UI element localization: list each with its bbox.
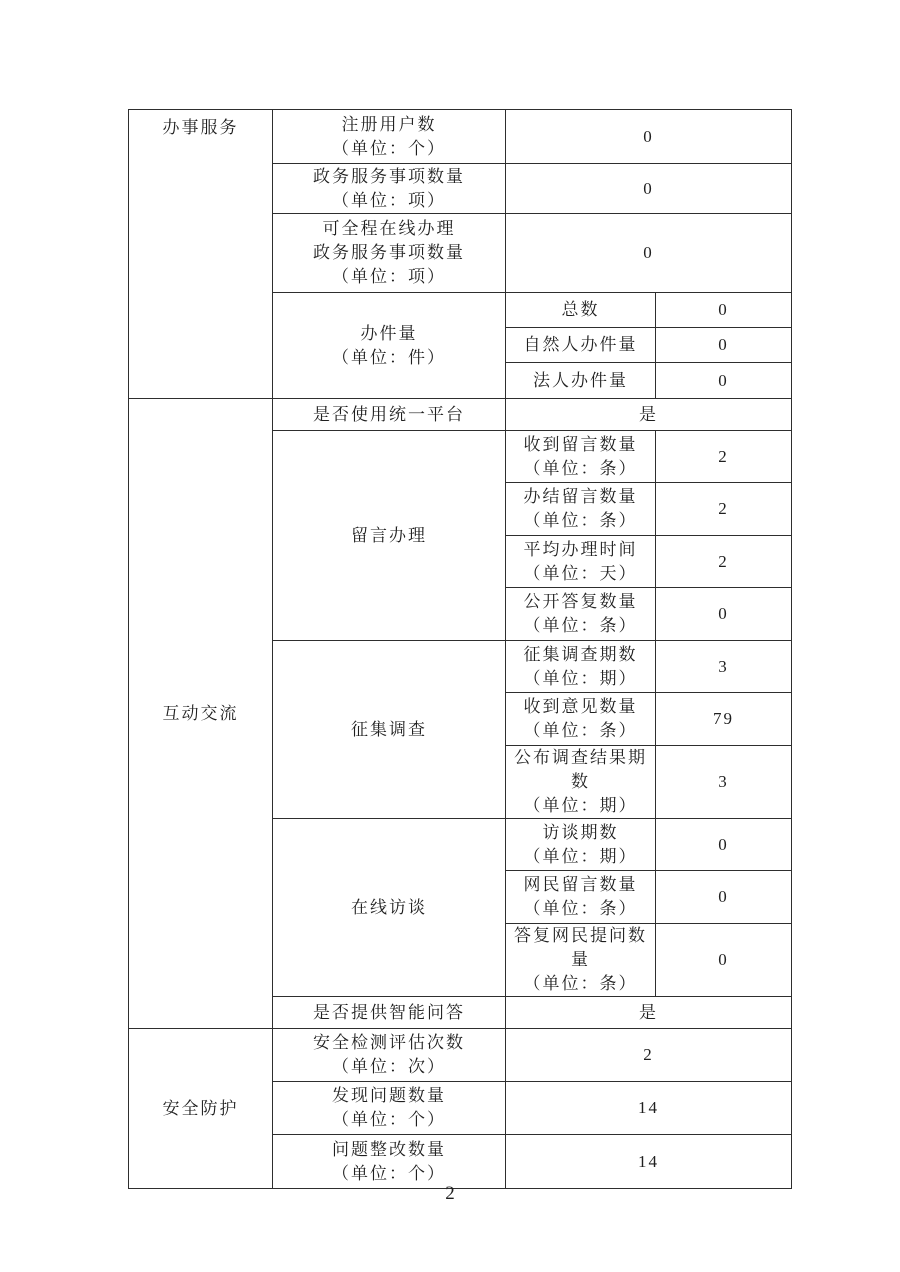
- sub-item-label: 答复网民提问数量: [514, 926, 647, 969]
- unit-label: （单位：期）: [523, 668, 638, 688]
- page-number: 2: [445, 1183, 455, 1204]
- item-label: 安全检测评估次数: [313, 1033, 465, 1052]
- item-cell: [273, 431, 506, 641]
- value-cell: [506, 997, 792, 1029]
- category-cell: [129, 1029, 273, 1189]
- unit-label: （单位：个）: [332, 1163, 446, 1183]
- value-text: 3: [718, 656, 729, 676]
- sub-item-label: 征集调查期数: [523, 644, 638, 664]
- sub-item-cell: [506, 328, 656, 363]
- sub-item-cell: [506, 746, 656, 819]
- unit-label: （单位：期）: [523, 796, 638, 815]
- unit-label: （单位：次）: [332, 1057, 446, 1076]
- sub-value-cell: [656, 363, 792, 399]
- value-text: 0: [643, 126, 654, 146]
- sub-item-label: 网民留言数量: [523, 875, 638, 894]
- sub-item-cell: [506, 363, 656, 399]
- value-text: 0: [718, 834, 729, 854]
- sub-item-cell: [506, 641, 656, 693]
- sub-value-cell: [656, 483, 792, 536]
- sub-item-cell: [506, 431, 656, 483]
- item-cell: [273, 110, 506, 164]
- value-cell: [506, 164, 792, 214]
- item-cell: [273, 819, 506, 997]
- unit-label: （单位：条）: [523, 974, 638, 993]
- sub-item-label: 总数: [561, 300, 600, 319]
- item-cell: [273, 399, 506, 431]
- value-text: 2: [718, 446, 729, 466]
- value-cell: [506, 110, 792, 164]
- value-text: 0: [718, 370, 729, 390]
- value-text: 2: [643, 1045, 654, 1064]
- value-text: 3: [718, 772, 729, 791]
- unit-label: （单位：项）: [332, 190, 446, 210]
- value-text: 2: [718, 499, 729, 518]
- unit-label: （单位：个）: [332, 138, 446, 158]
- sub-item-label: 平均办理时间: [523, 539, 638, 559]
- item-label: 是否提供智能问答: [313, 1002, 465, 1022]
- value-text: 14: [638, 1098, 659, 1117]
- value-cell: [506, 399, 792, 431]
- item-label: 可全程在线办理: [322, 219, 456, 238]
- item-cell: [273, 1082, 506, 1135]
- sub-item-label: 公布调查结果期数: [514, 748, 647, 791]
- item-label: 发现问题数量: [332, 1086, 446, 1105]
- item-cell: [273, 214, 506, 293]
- item-label: 留言办理: [351, 525, 427, 545]
- sub-item-cell: [506, 924, 656, 997]
- item-cell: [273, 1135, 506, 1189]
- unit-label: （单位：条）: [523, 511, 638, 530]
- value-text: 是: [639, 1002, 658, 1022]
- sub-item-label: 法人办件量: [533, 370, 628, 390]
- sub-value-cell: [656, 819, 792, 871]
- item-label: 政务服务事项数量: [313, 166, 465, 186]
- item-label: 是否使用统一平台: [313, 404, 465, 424]
- sub-value-cell: [656, 746, 792, 819]
- sub-item-label: 收到意见数量: [523, 697, 638, 716]
- item-label: 在线访谈: [351, 897, 427, 917]
- sub-value-cell: [656, 328, 792, 363]
- unit-label: （单位：项）: [332, 267, 446, 286]
- sub-value-cell: [656, 293, 792, 328]
- value-text: 2: [718, 551, 729, 571]
- value-cell: [506, 1082, 792, 1135]
- value-cell: [506, 1029, 792, 1082]
- sub-item-cell: [506, 536, 656, 588]
- sub-item-label: 访谈期数: [542, 822, 619, 842]
- sub-value-cell: [656, 693, 792, 746]
- value-text: 0: [643, 243, 654, 262]
- item-label: 问题整改数量: [332, 1139, 446, 1159]
- report-table: [128, 109, 792, 1189]
- sub-value-cell: [656, 431, 792, 483]
- category-label: 安全防护: [162, 1098, 239, 1118]
- value-text: 0: [643, 178, 654, 198]
- sub-item-label: 办结留言数量: [523, 487, 638, 506]
- category-label: 办事服务: [162, 118, 239, 137]
- category-label: 互动交流: [162, 703, 239, 723]
- value-text: 79: [713, 709, 734, 728]
- value-text: 0: [718, 950, 729, 969]
- sub-item-cell: [506, 588, 656, 641]
- category-cell: [129, 110, 273, 399]
- item-cell: [273, 641, 506, 819]
- item-cell: [273, 1029, 506, 1082]
- value-cell: [506, 1135, 792, 1189]
- item-cell: [273, 997, 506, 1029]
- unit-label: （单位：个）: [332, 1110, 446, 1129]
- item-cell: [273, 293, 506, 399]
- sub-value-cell: [656, 641, 792, 693]
- item-label: 政务服务事项数量: [313, 243, 465, 262]
- sub-value-cell: [656, 536, 792, 588]
- unit-label: （单位：天）: [523, 563, 638, 583]
- value-text: 14: [638, 1151, 659, 1171]
- unit-label: （单位：条）: [523, 721, 638, 740]
- unit-label: （单位：条）: [523, 458, 638, 478]
- sub-value-cell: [656, 588, 792, 641]
- value-text: 0: [718, 335, 729, 354]
- sub-item-label: 收到留言数量: [523, 434, 638, 454]
- sub-item-label: 自然人办件量: [523, 335, 638, 354]
- sub-item-label: 公开答复数量: [523, 592, 638, 611]
- item-label: 征集调查: [351, 719, 427, 739]
- item-label: 注册用户数: [341, 114, 437, 134]
- unit-label: （单位：件）: [332, 347, 446, 367]
- sub-item-cell: [506, 819, 656, 871]
- unit-label: （单位：条）: [523, 616, 638, 635]
- sub-item-cell: [506, 483, 656, 536]
- value-text: 0: [718, 300, 729, 319]
- unit-label: （单位：期）: [523, 846, 638, 866]
- value-text: 0: [718, 887, 729, 906]
- value-cell: [506, 214, 792, 293]
- sub-item-cell: [506, 693, 656, 746]
- item-cell: [273, 164, 506, 214]
- value-text: 是: [639, 404, 658, 424]
- category-cell: [129, 399, 273, 1029]
- value-text: 0: [718, 604, 729, 623]
- sub-value-cell: [656, 924, 792, 997]
- unit-label: （单位：条）: [523, 899, 638, 918]
- sub-value-cell: [656, 871, 792, 924]
- item-label: 办件量: [360, 323, 418, 343]
- sub-item-cell: [506, 293, 656, 328]
- sub-item-cell: [506, 871, 656, 924]
